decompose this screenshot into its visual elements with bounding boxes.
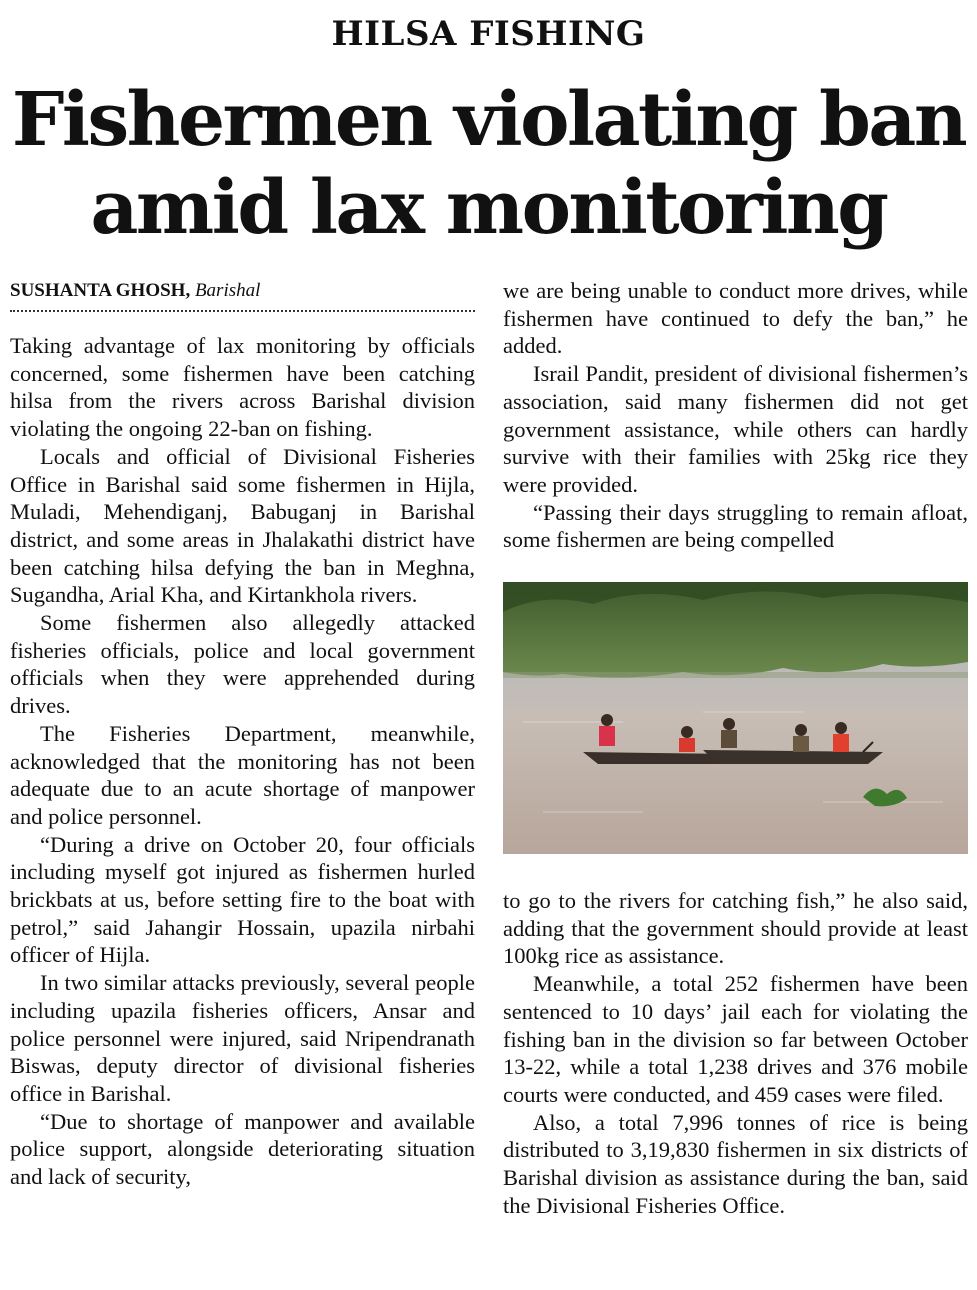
article-column-right-top — [503, 277, 968, 554]
byline — [10, 278, 475, 312]
paragraph: Israil Pandit, president of divisional fishermen’s association, said many fishermen did not get government assistance, while others can hardly survive with their families with 25kg rice they were provided. — [503, 361, 968, 497]
paragraph: Some fishermen also allegedly attacked fisheries officials, police and local government officials when they were apprehended during drives. — [10, 610, 475, 719]
article-column-left — [10, 278, 475, 1191]
article-column-right-bottom — [503, 887, 968, 1219]
kicker: HILSA FISHING — [331, 14, 646, 54]
paragraph: Meanwhile, a total 252 fishermen have been sentenced to 10 days’ jail each for violating the fishing ban in the division so far between October 13-22, while a total 1,238 drives and 376 mobile courts were conducted, and 459 cases were filed. — [503, 971, 968, 1107]
news-photo — [503, 582, 968, 854]
paragraph: Taking advantage of lax monitoring by officials concerned, some fishermen have been catching hilsa from the rivers across Barishal division violating the ongoing 22-ban on fishing. — [10, 333, 475, 442]
headline-line-2: amid lax monitoring — [90, 165, 887, 251]
paragraph: Also, a total 7,996 tonnes of rice is being distributed to 3,19,830 fishermen in six districts of Barishal division as assistance during the ban, said the Divisional Fisheries Office. — [503, 1109, 968, 1218]
paragraph: to go to the rivers for catching fish,” he also said, adding that the government should provide at least 100kg rice as assistance. — [503, 888, 968, 969]
byline-author: SUSHANTA GHOSH, — [10, 280, 191, 301]
paragraph: The Fisheries Department, meanwhile, acknowledged that the monitoring has not been adequate due to an acute shortage of manpower and police personnel. — [10, 720, 475, 829]
headline-line-1: Fishermen violating ban — [11, 77, 966, 163]
paragraph: “Due to shortage of manpower and available police support, alongside deteriorating situation and lack of security, — [10, 1108, 475, 1190]
paragraph: “Passing their days struggling to remain afloat, some fishermen are being compelled — [503, 499, 968, 553]
paragraph: we are being unable to conduct more drives, while fishermen have continued to defy the ban,” he added. — [503, 278, 968, 359]
byline-place: Barishal — [194, 280, 261, 301]
paragraph: In two similar attacks previously, several people including upazila fisheries officers, Ansar and police personnel were injured, said Nripendranath Biswas, deputy director of divisional fisheries office in Barishal. — [10, 970, 475, 1106]
paragraph: “During a drive on October 20, four officials including myself got injured as fishermen hurled brickbats at us, before setting fire to the boat with petrol,” said Jahangir Hossain, upazila nirbahi officer of Hijla. — [10, 831, 475, 968]
headline — [0, 76, 977, 252]
river-fishing-photo — [503, 582, 968, 854]
paragraph: Locals and official of Divisional Fisheries Office in Barishal said some fishermen in Hijla, Muladi, Mehendiganj, Babuganj in Barishal district, and some areas in Jhalakathi district have been catching hilsa defying the ban in Meghna, Sugandha, Arial Kha, and Kirtankhola rivers. — [10, 443, 475, 608]
